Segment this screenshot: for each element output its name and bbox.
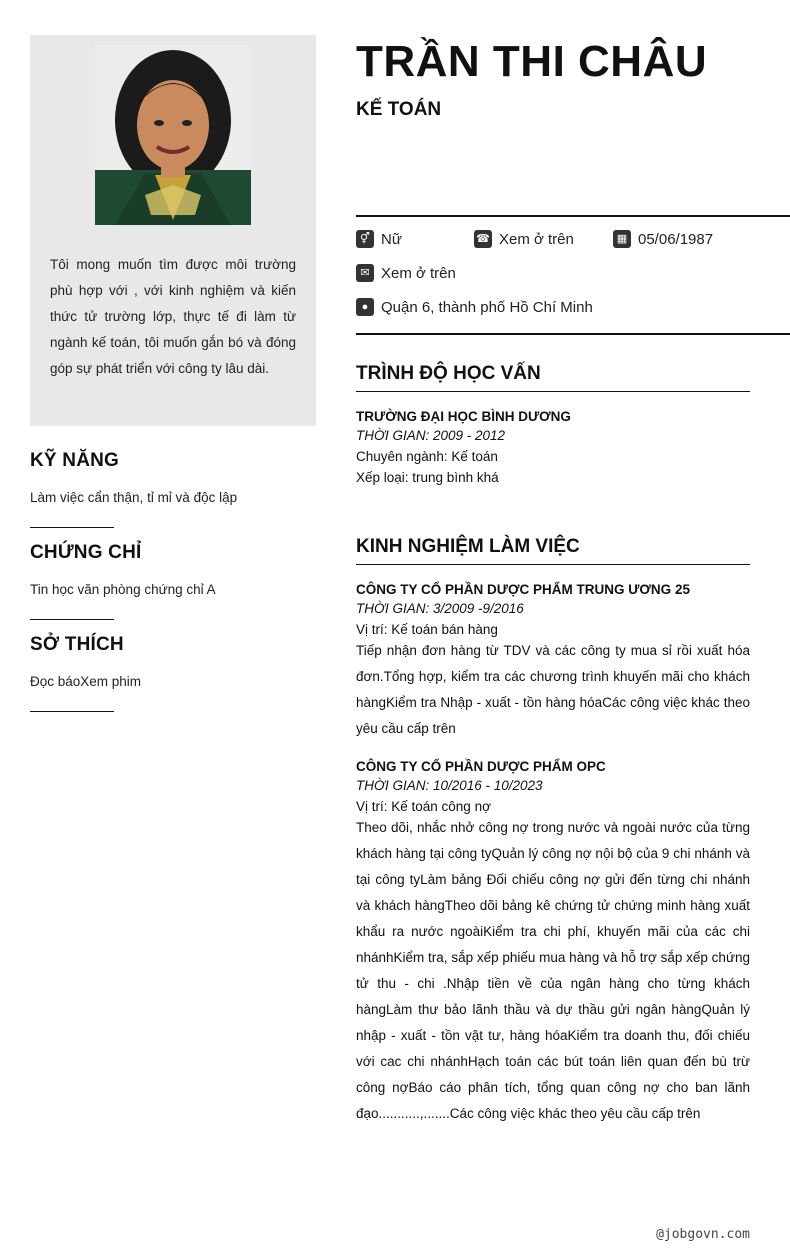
- profile-photo: [95, 45, 251, 225]
- certificates-heading: CHỨNG CHỈ: [30, 542, 142, 563]
- certificates-text: Tin học văn phòng chứng chỉ A: [30, 582, 216, 597]
- profile-photo-illustration: [95, 45, 251, 225]
- gender-row: [356, 230, 402, 248]
- job-description: Tiếp nhận đơn hàng từ TDV và các công ty mua sỉ rồi xuất hóa đơn.Tổng hợp, kiểm tra các chương trình khuyến mãi cho khách hàngKiểm tra Nhập - xuất - tồn hàng hóaCác công việc khác theo yêu cầu cấp trên: [356, 643, 750, 736]
- education-grade: Xếp loại: trung bình khá: [356, 470, 499, 485]
- skills-divider: [30, 527, 114, 528]
- career-objective: Tôi mong muốn tìm được môi trường phù hợp với , với kinh nghiệm và kiến thức tử trường lớp, thực tế đi làm từ ngành kế toán, tôi muốn gắn bó và đóng góp sự phát triển với công ty lâu dài.: [50, 257, 296, 376]
- gender-icon: ⚥: [356, 230, 374, 248]
- experience-section: [356, 536, 750, 1127]
- candidate-name: TRẦN THI CHÂU: [356, 37, 708, 86]
- certificates-divider: [30, 619, 114, 620]
- job-position: Vị trí: Kế toán bán hàng: [356, 622, 498, 637]
- hobbies-divider: [30, 711, 114, 712]
- address-value: Quận 6, thành phố Hồ Chí Minh: [381, 298, 593, 316]
- email-row: [356, 264, 456, 282]
- certificates-section: [30, 542, 316, 620]
- education-time: THỜI GIAN: 2009 - 2012: [356, 428, 506, 443]
- phone-icon: ☎: [474, 230, 492, 248]
- email-value: Xem ở trên: [381, 264, 456, 282]
- location-icon: ●: [356, 298, 374, 316]
- profile-card: [30, 35, 316, 426]
- contact-info: [356, 215, 790, 335]
- birthday-row: [613, 230, 713, 248]
- job-time: THỜI GIAN: 10/2016 - 10/2023: [356, 778, 543, 793]
- right-column: [356, 35, 790, 1121]
- job-description: Theo dõi, nhắc nhở công nợ trong nước và ngoài nước của từng khách hàng tại công tyQuản lý công nợ nội bộ của 9 chi nhánh và tại công tyLàm bảng Đối chiếu công nợ gửi đến từng chi nhánh và khách hàngTheo dõi bảng kê chứng tử chứng minh hàng xuất khẩu ra nước ngoàiKiểm tra chi phí, khuyến mãi của các chi nhánhKiểm tra, sắp xếp phiếu mua hàng và hỗ trợ sắp xếp chứng tử thu - chi .Nhập tiền về của ngân hàng cho từng khách hàngLàm thư bảo lãnh thầu và dự thầu gửi ngân hàngQuản lý nhập - xuất - tồn vật tư, hàng hóaKiểm tra doanh thu, đối chiếu với cac chi nhánhHạch toán các bút toán liên quan đến bù trừ công nợBáo cáo phân tích, tổng quan công nợ cho ban lãnh đạo...........,.......Các công việc khác theo yêu cầu cấp trên: [356, 820, 750, 1121]
- job-position: Vị trí: Kế toán công nợ: [356, 799, 491, 814]
- skills-section: [30, 450, 316, 528]
- footer-watermark: @jobgovn.com: [656, 1227, 750, 1242]
- education-section: [356, 363, 750, 485]
- phone-value: Xem ở trên: [499, 230, 574, 248]
- phone-row: [474, 230, 574, 248]
- candidate-role: KẾ TOÁN: [356, 99, 442, 120]
- education-major: Chuyên ngành: Kế toán: [356, 449, 498, 464]
- job-time: THỜI GIAN: 3/2009 -9/2016: [356, 601, 524, 616]
- education-heading: TRÌNH ĐỘ HỌC VẤN: [356, 363, 750, 392]
- experience-heading: KINH NGHIỆM LÀM VIỆC: [356, 536, 750, 565]
- left-column: [30, 35, 316, 712]
- calendar-icon: ▦: [613, 230, 631, 248]
- job-company: CÔNG TY CỔ PHẦN DƯỢC PHẨM TRUNG ƯƠNG 25: [356, 582, 690, 597]
- hobbies-heading: SỞ THÍCH: [30, 634, 124, 655]
- job-entry: [356, 582, 750, 742]
- skills-text: Làm việc cẩn thận, tỉ mỉ và độc lập: [30, 490, 238, 505]
- job-entry: [356, 759, 750, 1127]
- job-company: CÔNG TY CỔ PHẦN DƯỢC PHẨM OPC: [356, 759, 606, 774]
- gender-value: Nữ: [381, 230, 402, 248]
- hobbies-section: [30, 634, 316, 712]
- birthday-value: 05/06/1987: [638, 230, 714, 248]
- address-row: [356, 298, 593, 316]
- skills-heading: KỸ NĂNG: [30, 450, 120, 471]
- education-school: TRƯỜNG ĐẠI HỌC BÌNH DƯƠNG: [356, 409, 571, 424]
- email-icon: ✉: [356, 264, 374, 282]
- hobbies-text: Đọc báoXem phim: [30, 674, 142, 689]
